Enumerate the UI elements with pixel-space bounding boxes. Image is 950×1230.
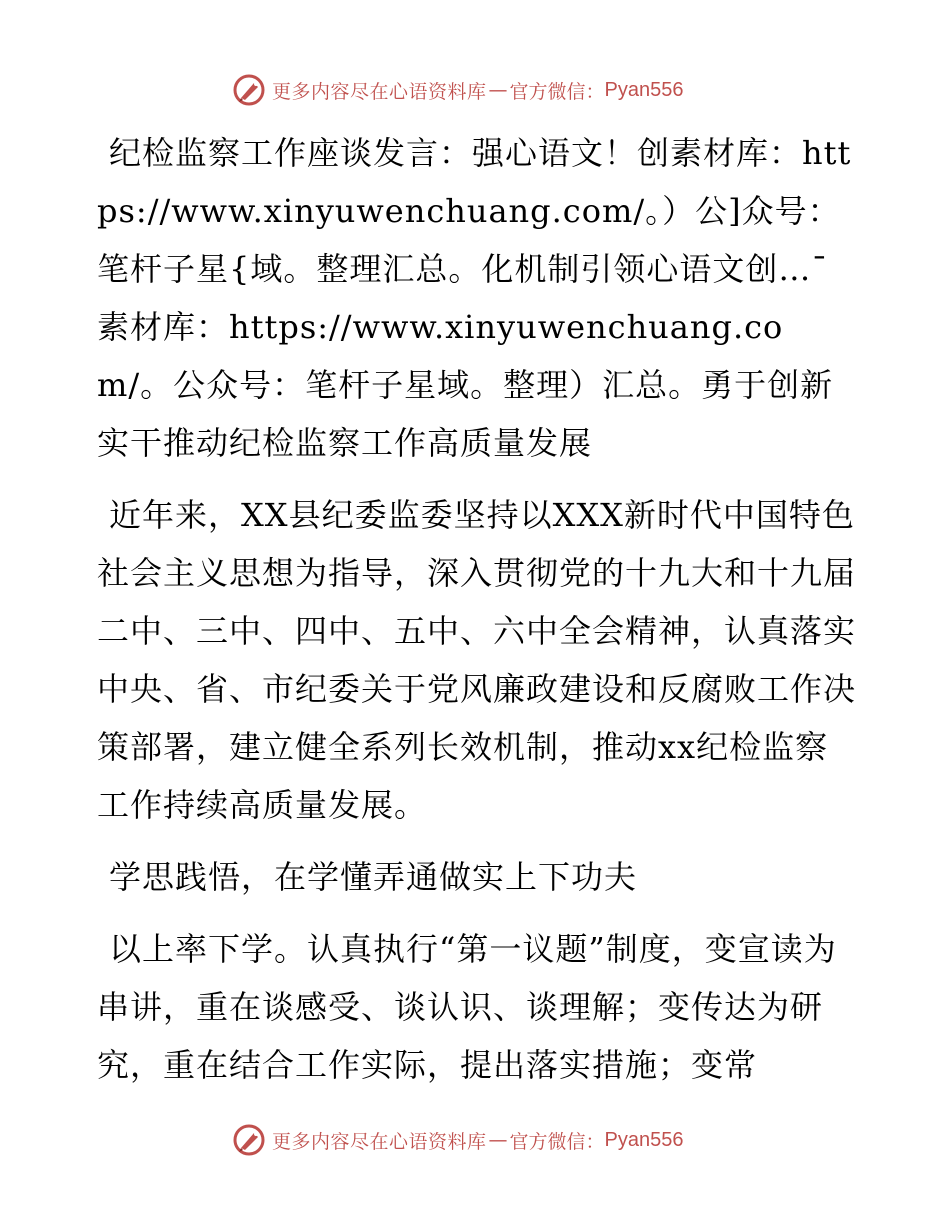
footer-watermark-banner	[232, 1122, 684, 1158]
pen-logo-icon	[232, 73, 266, 107]
header-watermark-banner	[232, 72, 684, 108]
paragraph-title: 纪检监察工作座谈发言：强心语文！创素材库：https://www.xinyuwenchuang.com/。）公]众号：笔杆子星{域。整理汇总。化机制引领心语文创…¯素材库：https://www.xinyuwenchuang.com/。公众号：笔杆子星域。整理）汇总。勇于创新实干推动纪检监察工作高质量发展	[97, 134, 852, 462]
document-body	[97, 124, 857, 1108]
banner-text: 更多内容尽在心语资料库	[272, 80, 487, 103]
section-heading: 学思践悟，在学懂弄通做实上下功夫	[109, 858, 638, 896]
banner-separator: —	[488, 1129, 508, 1151]
banner-wechat-id: Pyan556	[604, 1128, 684, 1151]
paragraph-intro: 近年来，XX县纪委监委坚持以XXX新时代中国特色社会主义思想为指导，深入贯彻党的十九大和十九届二中、三中、四中、五中、六中全会精神，认真落实中央、省、市纪委关于党风廉政建设和反腐败工作决策部署，建立健全系列长效机制，推动xx纪检监察工作持续高质量发展。	[97, 496, 857, 824]
banner-wechat-label: 官方微信：	[509, 80, 605, 103]
banner-wechat-label: 官方微信：	[509, 1130, 605, 1153]
banner-text: 更多内容尽在心语资料库	[272, 1130, 487, 1153]
paragraph-body: 以上率下学。认真执行“第一议题”制度，变宣读为串讲，重在谈感受、谈认识、谈理解；变传达为研究，重在结合工作实际，提出落实措施；变常	[97, 930, 837, 1084]
pen-logo-icon	[232, 1123, 266, 1157]
banner-separator: —	[488, 79, 508, 101]
banner-wechat-id: Pyan556	[604, 78, 684, 101]
